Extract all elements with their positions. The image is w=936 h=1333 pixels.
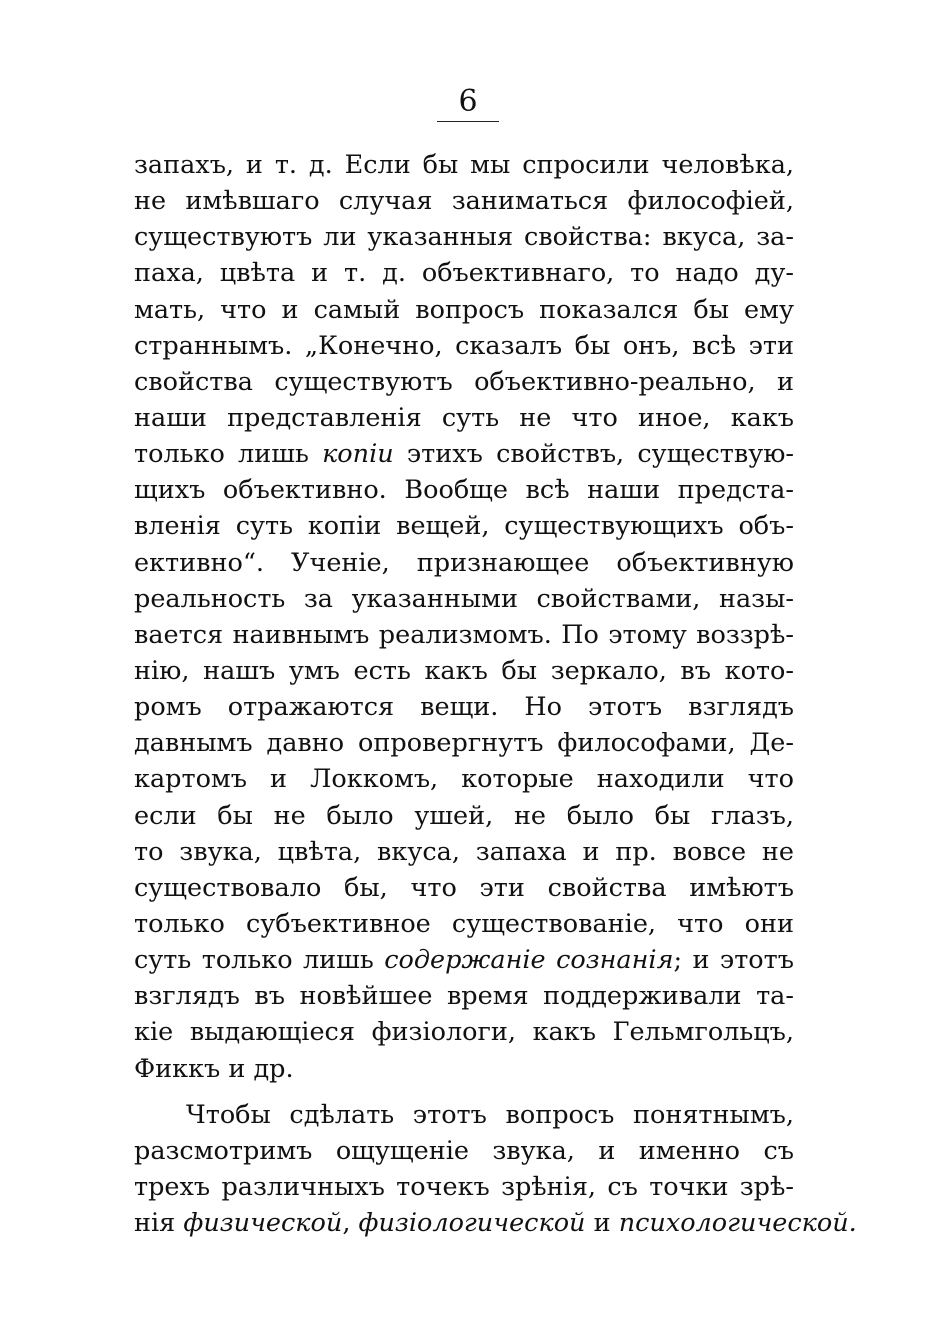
italic-text: копiи [322,439,394,470]
text-line [134,761,794,797]
text-segment: только лишь [134,439,323,470]
text-segment: Чтобы сдѣлать этотъ вопросъ понятнымъ, [186,1099,794,1130]
text-segment: картомъ и Локкомъ, которые находили что [134,764,794,795]
text-segment: ромъ отражаются вещи. Но этотъ взглядъ [134,692,794,723]
body-text [134,147,857,1241]
text-segment: паха, цвѣта и т. д. объективнаго, то надо ду- [134,258,794,289]
text-segment: нiя [134,1208,184,1239]
text-segment: наши представленiя суть не что иное, какъ [134,402,794,433]
text-line [134,472,794,508]
text-line [134,870,794,906]
text-line [134,292,794,328]
text-line [134,617,794,653]
italic-text: содержанiе сознанiя [384,945,674,976]
text-line [134,653,794,689]
paragraph-gap [134,1087,794,1097]
text-segment: вленiя суть копiи вещей, существующихъ объ- [134,511,794,542]
text-segment: свойства существуютъ объективно-реально, и [134,366,794,397]
text-line [134,508,794,544]
italic-text: физической [183,1208,343,1239]
text-line [134,147,794,183]
text-line [134,725,794,761]
text-line [134,219,794,255]
text-line [134,581,794,617]
text-segment: щихъ объективно. Вообще всѣ наши предста- [134,475,794,506]
text-segment: только субъективное существованiе, что они [134,908,794,939]
page-number: 6 [458,84,478,119]
text-line [134,255,794,291]
text-segment: не имѣвшаго случая заниматься философiей, [134,186,794,217]
text-segment: существуютъ ли указанныя свойства: вкуса, за- [134,222,794,253]
italic-text: физiологической [358,1208,586,1239]
text-line [134,183,794,219]
text-line [134,978,794,1014]
text-segment: Фиккъ и др. [134,1053,294,1084]
text-segment: кiе выдающiеся физiологи, какъ Гельмгольцъ, [134,1017,794,1048]
text-line [134,1097,794,1133]
text-line [134,1205,857,1241]
text-segment: суть только лишь [134,945,385,976]
text-segment: вается наивнымъ реализмомъ. По этому воззрѣ- [134,619,794,650]
paragraph [134,147,794,1087]
text-line [134,942,794,978]
text-line [134,689,794,725]
text-segment: то звука, цвѣта, вкуса, запаха и пр. вовсе не [134,836,794,867]
text-segment: существовало бы, что эти свойства имѣютъ [134,872,794,903]
text-line [134,798,794,834]
text-segment: разсмотримъ ощущенiе звука, и именно съ [134,1135,794,1166]
text-line [134,1169,794,1205]
text-segment: взглядъ въ новѣйшее время поддерживали та- [134,981,794,1012]
text-segment: запахъ, и т. д. Если бы мы спросили человѣка, [134,150,794,180]
page-number-rule [437,121,499,122]
text-line [134,1133,794,1169]
text-line [134,436,794,472]
text-segment: реальность за указанными свойствами, назы- [134,583,794,614]
paragraph [134,1097,857,1242]
text-segment: ективно“. Ученiе, признающее объективную [134,547,794,578]
text-line [134,400,794,436]
italic-text: психологической. [618,1208,857,1239]
text-line [134,545,794,581]
text-segment: , [342,1208,359,1239]
text-segment: страннымъ. „Конечно, сказалъ бы онъ, всѣ эти [134,330,794,361]
text-segment: этихъ свойствъ, существую- [393,439,795,470]
text-line [134,1051,794,1087]
text-line [134,1014,794,1050]
text-line [134,834,794,870]
text-line [134,906,794,942]
text-segment: если бы не было ушей, не было бы глазъ, [134,800,794,831]
text-segment: мать, что и самый вопросъ показался бы ему [134,294,794,325]
text-segment: давнымъ давно опровергнутъ философами, Де- [134,728,794,759]
text-segment: трехъ различныхъ точекъ зрѣнiя, съ точки зрѣ- [134,1171,794,1202]
text-line [134,328,794,364]
text-segment: ; и этотъ [673,945,794,976]
text-segment: и [585,1208,619,1239]
text-segment: нiю, нашъ умъ есть какъ бы зеркало, въ кото- [134,655,794,686]
text-line [134,364,794,400]
